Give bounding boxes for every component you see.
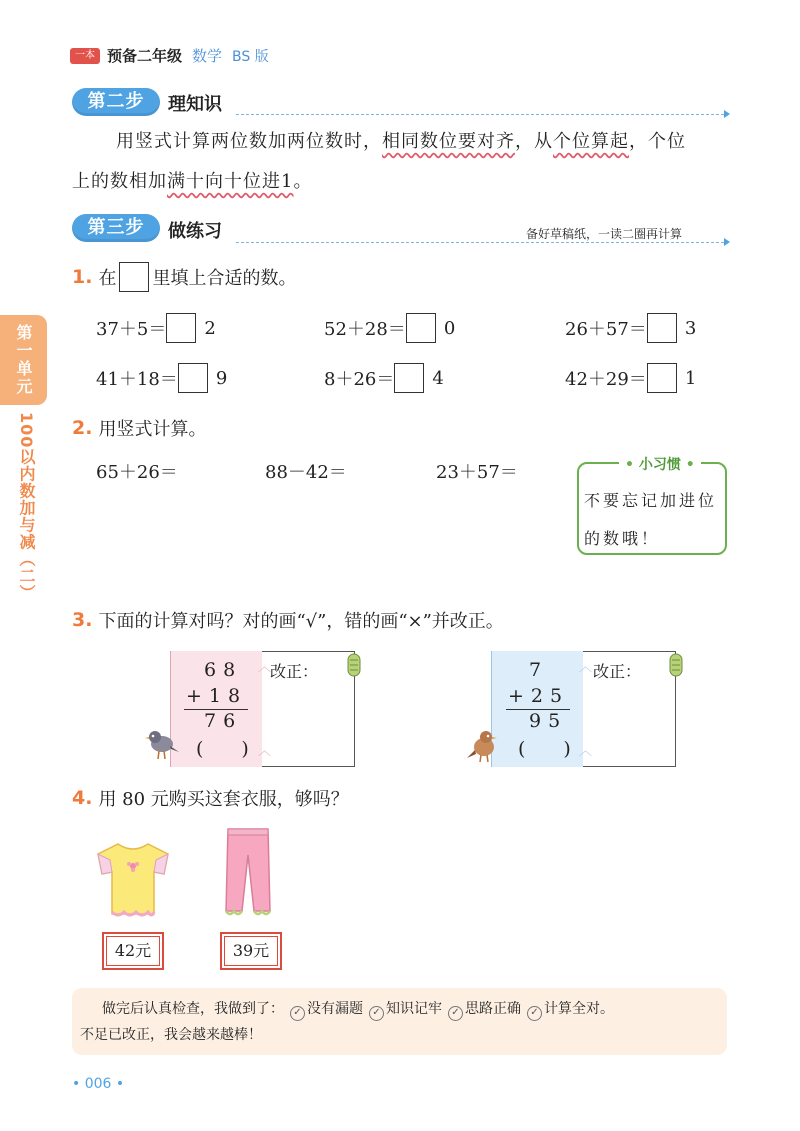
brand-logo: 一本 xyxy=(70,48,100,64)
calc-result: 95 xyxy=(529,710,568,732)
q4-number: 4. xyxy=(72,787,93,809)
self-check-text: 做完后认真检查，我做到了： ✓ 没有漏题 ✓ 知识记牢 ✓ 思路正确 ✓ 计算全对。 不足已改正，我会越来越棒！ xyxy=(80,1001,614,1043)
q3-number: 3. xyxy=(72,609,93,631)
scroll-curl-icon xyxy=(668,652,684,678)
step2-title: 理知识 xyxy=(168,94,222,115)
shirt-icon xyxy=(94,838,172,922)
fix-label: 改正： xyxy=(270,662,319,681)
calc-result: 76 xyxy=(204,710,243,732)
q1-number: 1. xyxy=(72,266,93,288)
unit-tab: 第一单元 xyxy=(0,315,47,405)
unit-topic: 100以内数加与减（二） xyxy=(17,412,36,602)
q4-prompt xyxy=(72,785,349,811)
q3-prompt xyxy=(72,607,504,633)
q2-item: 23＋57＝ xyxy=(436,462,518,483)
check-circle-icon[interactable]: ✓ xyxy=(369,1006,384,1021)
calc-line-2: +18 xyxy=(186,685,248,707)
bird-icon xyxy=(144,728,180,762)
page-number: • 006 • xyxy=(72,1076,125,1092)
q1-item: 8＋26＝ 4 xyxy=(324,363,444,393)
q1-item: 41＋18＝ 9 xyxy=(96,363,227,393)
answer-box-sample xyxy=(119,262,149,292)
step3-tip: 备好草稿纸，一读二圈再计算 xyxy=(526,227,683,241)
header-version: BS 版 xyxy=(232,49,269,65)
pants-icon xyxy=(220,825,276,921)
q1-item: 37＋5＝ 2 xyxy=(96,313,216,343)
ribbon-icon: ︿ xyxy=(258,744,272,759)
q2-prompt xyxy=(72,415,206,441)
header-subject: 数学 xyxy=(192,47,223,65)
step3-title: 做练习 xyxy=(168,221,222,242)
scroll-curl-icon xyxy=(346,652,362,678)
price-shirt: 42元 xyxy=(106,936,160,966)
answer-box[interactable] xyxy=(647,363,677,393)
arrow-icon xyxy=(724,110,730,118)
judgment-paren[interactable]: ( ) xyxy=(196,738,249,760)
q1-item: 42＋29＝ 1 xyxy=(565,363,696,393)
ribbon-icon: ︿ xyxy=(579,660,593,675)
check-circle-icon[interactable]: ✓ xyxy=(290,1006,305,1021)
calc-line-1: 68 xyxy=(204,659,243,681)
answer-box[interactable] xyxy=(166,313,196,343)
ribbon-icon: ︿ xyxy=(258,660,272,675)
calc-line-1: 7 xyxy=(529,659,549,681)
q2-item: 88－42＝ xyxy=(265,462,347,483)
ribbon-icon: ︿ xyxy=(579,744,593,759)
q2-item: 65＋26＝ xyxy=(96,462,178,483)
q1-text-after: 里填上合适的数。 xyxy=(152,268,297,289)
habit-text: 不要忘记加进位的数哦！ xyxy=(584,491,718,548)
q1-text-before: 在 xyxy=(98,268,117,289)
q4-text: 用 80 元购买这套衣服，够吗？ xyxy=(98,789,349,810)
answer-box[interactable] xyxy=(394,363,424,393)
step2-pill: 第二步 xyxy=(72,88,160,116)
q2-number: 2. xyxy=(72,417,93,439)
bird-icon xyxy=(466,728,502,764)
q3-text: 下面的计算对吗？对的画“√”，错的画“×”并改正。 xyxy=(98,611,504,632)
check-circle-icon[interactable]: ✓ xyxy=(448,1006,463,1021)
judgment-paren[interactable]: ( ) xyxy=(518,738,571,760)
answer-box[interactable] xyxy=(406,313,436,343)
step2-divider xyxy=(236,114,724,115)
arrow-icon xyxy=(724,238,730,246)
price-pants: 39元 xyxy=(224,936,278,966)
answer-box[interactable] xyxy=(647,313,677,343)
habit-title: • 小习惯 • xyxy=(619,454,701,474)
step3-divider xyxy=(236,242,724,243)
q1-item: 52＋28＝ 0 xyxy=(324,313,455,343)
price-tag xyxy=(102,932,164,970)
price-tag xyxy=(220,932,282,970)
fix-label: 改正： xyxy=(593,662,642,681)
check-circle-icon[interactable]: ✓ xyxy=(527,1006,542,1021)
knowledge-paragraph: 用竖式计算两位数加两位数时，相同数位要对齐，从个位算起，个位 上的数相加满十向十位进1。 xyxy=(72,131,686,192)
step3-pill: 第三步 xyxy=(72,214,160,242)
answer-box[interactable] xyxy=(178,363,208,393)
calc-line-2: +25 xyxy=(508,685,570,707)
q1-prompt xyxy=(72,262,296,292)
header-grade: 预备二年级 xyxy=(107,47,183,65)
q2-text: 用竖式计算。 xyxy=(98,419,207,440)
q1-item: 26＋57＝ 3 xyxy=(565,313,696,343)
